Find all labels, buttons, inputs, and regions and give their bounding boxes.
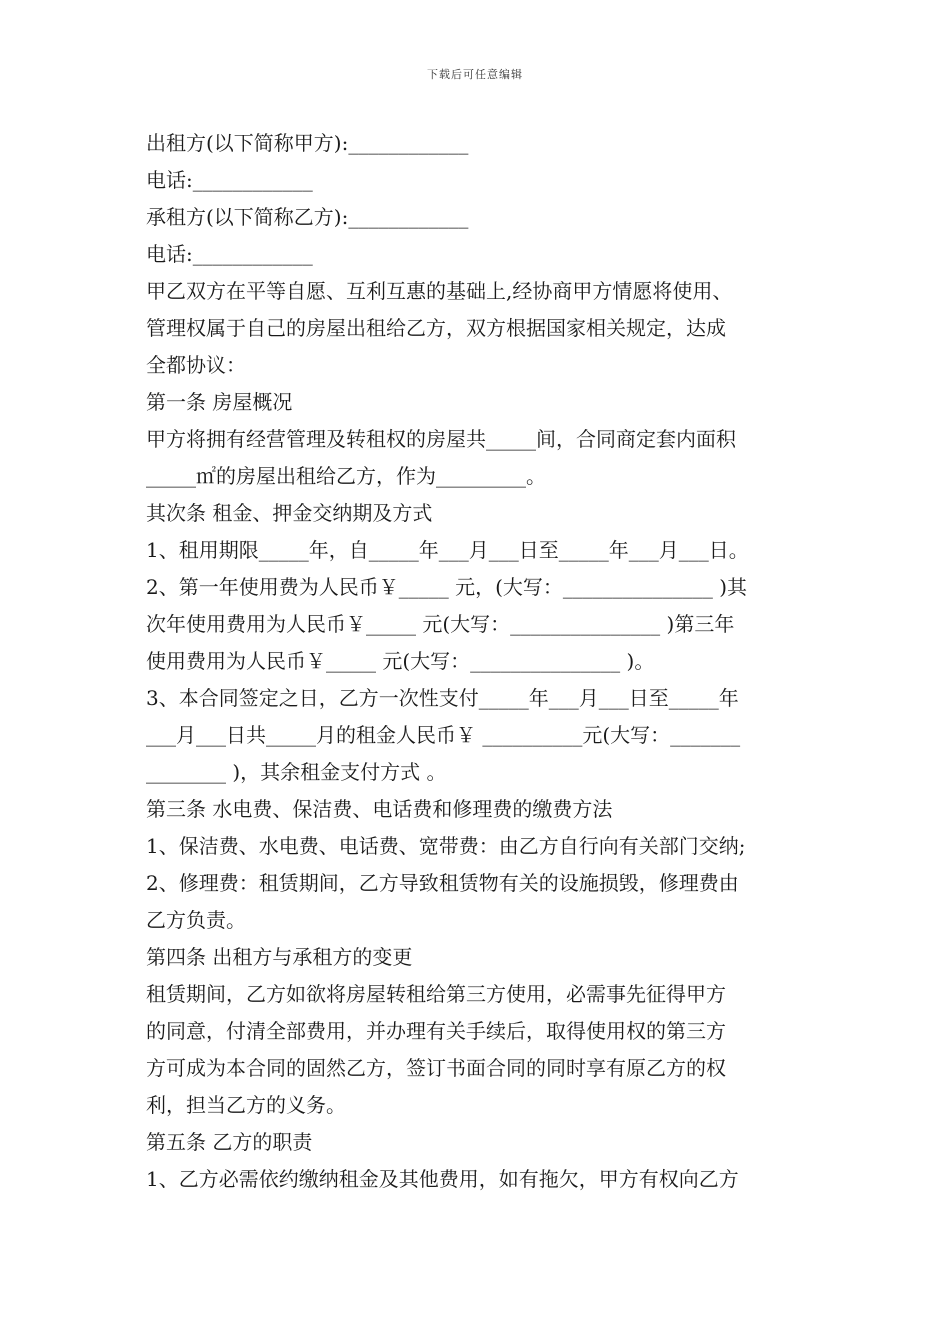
text-line: 1、乙方必需依约缴纳租金及其他费用，如有拖欠，甲方有权向乙方 [146,1167,739,1191]
text-line: 使用费用为人民币￥_____ 元(大写：_______________ )。 [146,649,655,673]
text-line: 乙方负责。 [146,908,246,932]
text-line: 电话:____________ [146,168,313,192]
text-line: 次年使用费用为人民币￥_____ 元(大写：_______________ )第三年 [146,612,735,636]
section-heading: 第一条 房屋概况 [146,390,293,414]
text-line: 租赁期间，乙方如欲将房屋转租给第三方使用，必需事先征得甲方 [146,982,726,1006]
text-line: 的同意，付清全部费用，并办理有关手续后，取得使用权的第三方 [146,1019,726,1043]
text-line: _____㎡的房屋出租给乙方，作为_________。 [146,464,546,488]
text-line: 1、保洁费、水电费、电话费、宽带费：由乙方自行向有关部门交纳; [146,834,746,858]
text-line: 3、本合同签定之日，乙方一次性支付_____年___月___日至_____年 [146,686,739,710]
text-line: 管理权属于自己的房屋出租给乙方，双方根据国家相关规定，达成 [146,316,726,340]
document-body [146,125,808,1198]
section-heading: 其次条 租金、押金交纳期及方式 [146,501,433,525]
text-line: 2、修理费：租赁期间，乙方导致租赁物有关的设施损毁，修理费由 [146,871,739,895]
text-line: 方可成为本合同的固然乙方，签订书面合同的同时享有原乙方的权 [146,1056,726,1080]
text-line: 电话:____________ [146,242,313,266]
text-line: 出租方(以下简称甲方):____________ [146,131,469,155]
section-heading: 第五条 乙方的职责 [146,1130,313,1154]
text-line: 甲乙双方在平等自愿、互利互惠的基础上,经协商甲方情愿将使用、 [146,279,733,303]
text-line: 1、租用期限_____年，自_____年___月___日至_____年___月___日。 [146,538,749,562]
header-note: 下载后可任意编辑 [427,68,523,81]
section-heading: 第三条 水电费、保洁费、电话费和修理费的缴费方法 [146,797,613,821]
text-line: 甲方将拥有经营管理及转租权的房屋共_____间，合同商定套内面积 [146,427,736,451]
text-line: ________ )，其余租金支付方式 。 [146,760,447,784]
text-line: ___月___日共_____月的租金人民币￥ __________元(大写：_______ [146,723,741,747]
text-line: 全都协议： [146,353,246,377]
text-line: 利，担当乙方的义务。 [146,1093,346,1117]
section-heading: 第四条 出租方与承租方的变更 [146,945,413,969]
text-line: 承租方(以下简称乙方):____________ [146,205,469,229]
text-line: 2、第一年使用费为人民币￥_____ 元，(大写：_______________ )其 [146,575,748,599]
